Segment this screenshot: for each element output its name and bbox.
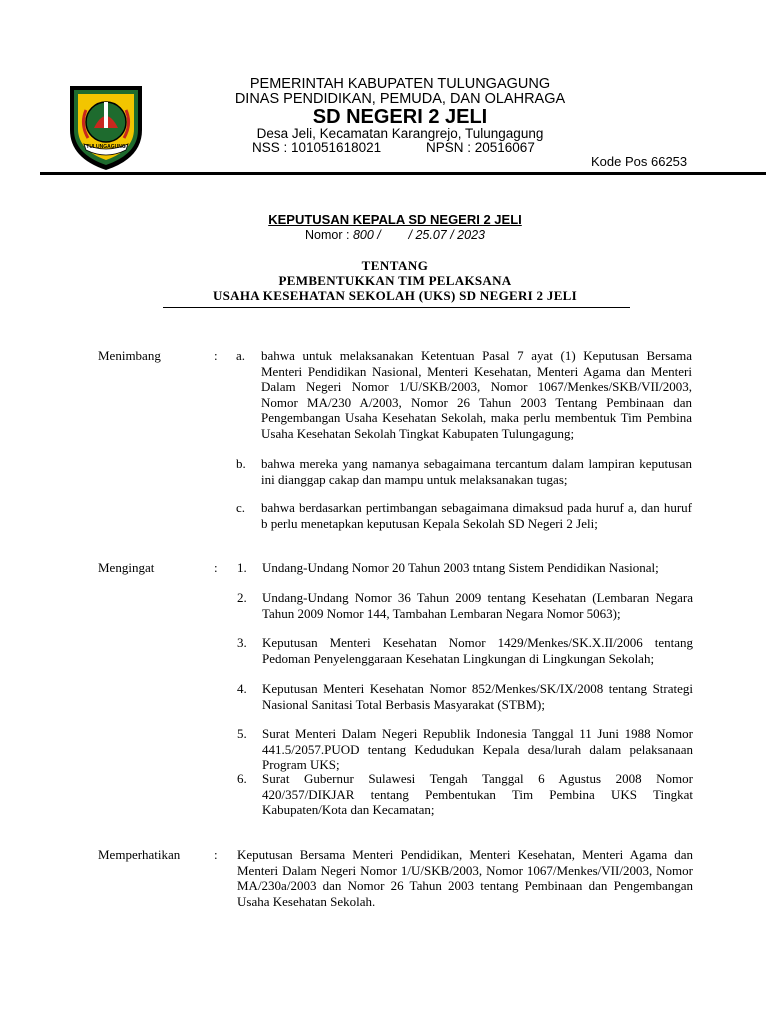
item-text: Surat Menteri Dalam Negeri Republik Indonesia Tanggal 11 Juni 1988 Nomor 441.5/2057.PUOD tentang Kedudukan Kepala desa/lurah dalam pelaksanaan Program UKS; [262,726,693,773]
nss-number: NSS : 101051618021 [252,140,382,155]
tentang-heading: TENTANG [361,258,429,273]
item-text: Undang-Undang Nomor 20 Tahun 2003 tntang Sistem Pendidikan Nasional; [262,560,659,575]
item-marker: 2. [237,590,247,605]
regency-emblem-icon [64,80,148,172]
subject-line-1: PEMBENTUKKAN TIM PELAKSANA [278,273,512,288]
item-marker: b. [236,456,246,471]
subject-line-2: USAHA KESEHATAN SEKOLAH (UKS) SD NEGERI 2 JELI [212,288,578,303]
letterhead-divider [40,172,766,175]
mengingat-colon: : [214,560,218,575]
school-address: Desa Jeli, Kecamatan Karangrejo, Tulungagung [256,126,544,141]
item-text: bahwa berdasarkan pertimbangan sebagaimana dimaksud pada huruf a, dan huruf b perlu menetapkan keputusan Kepala Sekolah SD Negeri 2 Jeli; [261,500,692,531]
item-text: Keputusan Menteri Kesehatan Nomor 852/Menkes/SK/IX/2008 tentang Strategi Nasional Sanitasi Total Berbasis Masyarakat (STBM); [262,681,693,712]
decree-number-label: Nomor : [305,228,353,242]
emblem-ribbon-text: TULUNGAGUNG [86,144,126,150]
npsn-number: NPSN : 20516067 [426,140,535,155]
item-marker: a. [236,348,246,363]
item-marker: c. [236,500,246,515]
item-marker: 4. [237,681,247,696]
menimbang-label: Menimbang [98,348,161,363]
item-text: Keputusan Menteri Kesehatan Nomor 1429/Menkes/SK.X.II/2006 tentang Pedoman Penyelenggaraan Kesehatan Lingkungan di Lingkungan Sekolah; [262,635,693,666]
memperhatikan-text: Keputusan Bersama Menteri Pendidikan, Menteri Kesehatan, Menteri Agama dan Menteri Dalam Negeri Nomor 1/U/SKB/2003, Nomor 1067/Menkes/VII/2003, Nomor MA/230a/2003 dan Nomor 26 Tahun 2003 tentang Pembinaan dan Pengembangan Usaha Kesehatan Sekolah. [237,847,693,909]
menimbang-colon: : [214,348,218,363]
postal-code: Kode Pos 66253 [591,154,688,169]
decree-title: KEPUTUSAN KEPALA SD NEGERI 2 JELI [268,212,522,227]
decree-number-value: 800 / / 25.07 / 2023 [352,228,485,242]
department-name: DINAS PENDIDIKAN, PEMUDA, DAN OLAHRAGA [234,91,566,107]
title-divider [163,307,630,308]
decree-number [160,228,630,242]
government-name: PEMERINTAH KABUPATEN TULUNGAGUNG [249,76,551,92]
item-marker: 5. [237,726,247,741]
mengingat-label: Mengingat [98,560,155,575]
memperhatikan-colon: : [214,847,218,862]
item-marker: 1. [237,560,247,575]
school-name: SD NEGERI 2 JELI [312,106,488,128]
item-marker: 3. [237,635,247,650]
item-text: bahwa untuk melaksanakan Ketentuan Pasal 7 ayat (1) Keputusan Bersama Menteri Pendidikan Nasional, Menteri Kesehatan, Menteri Agama dan Menteri Dalam Negeri Nomor 1/U/SKB/2003, Nomor 1067/Menkes/SKB/VII/2003, Nomor MA/230 A/2003, Nomor 26 Tahun 2003 Tentang Pembinaan dan Pengembangan Usaha Kesehatan Sekolah, maka perlu membentuk Tim Pembina Usaha Kesehatan Sekolah Tingkat Kabupaten Tulungagung; [261,348,692,441]
item-marker: 6. [237,771,247,786]
item-text: Undang-Undang Nomor 36 Tahun 2009 tentang Kesehatan (Lembaran Negara Tahun 2009 Nomor 144, Tambahan Lembaran Negara Nomor 5063); [262,590,693,621]
item-text: bahwa mereka yang namanya sebagaimana tercantum dalam lampiran keputusan ini dianggap cakap dan mampu untuk melaksanakan tugas; [261,456,692,487]
item-text: Surat Gubernur Sulawesi Tengah Tanggal 6 Agustus 2008 Nomor 420/357/DIKJAR tentang Pembentukan Tim Pembina UKS Tingkat Kabupaten/Kota dan Kecamatan; [262,771,693,818]
memperhatikan-label: Memperhatikan [98,847,181,862]
